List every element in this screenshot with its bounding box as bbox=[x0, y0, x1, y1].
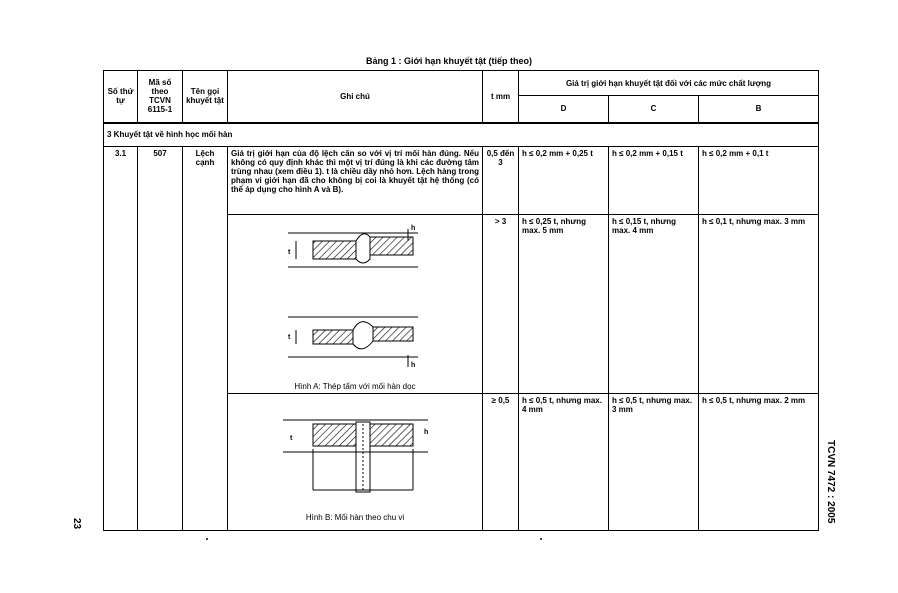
t-range-2: > 3 bbox=[483, 215, 519, 394]
figure-b-cell bbox=[228, 394, 483, 531]
header-name: Tên gọi khuyết tật bbox=[183, 71, 228, 123]
header-level-c: C bbox=[609, 96, 699, 123]
limit-c-2: h ≤ 0,15 t, nhưng max. 4 mm bbox=[609, 215, 699, 394]
limit-d-3: h ≤ 0,5 t, nhưng max. 4 mm bbox=[519, 394, 609, 531]
t-range-1: 0,5 đến 3 bbox=[483, 147, 519, 215]
row-name: Lệch cạnh bbox=[183, 147, 228, 531]
header-level-d: D bbox=[519, 96, 609, 123]
table-caption: Bảng 1 : Giới hạn khuyết tật (tiếp theo) bbox=[366, 56, 532, 66]
standard-code: TCVN 7472 : 2005 bbox=[825, 440, 836, 524]
row-no: 3.1 bbox=[104, 147, 138, 531]
figure-b bbox=[228, 394, 483, 528]
limit-d-1: h ≤ 0,2 mm + 0,25 t bbox=[519, 147, 609, 215]
fig-a-t-label: t bbox=[288, 249, 291, 256]
page-number: 23 bbox=[71, 518, 82, 530]
scan-speck bbox=[206, 538, 208, 540]
figure-a-caption: Hình A: Thép tấm với mối hàn dọc bbox=[294, 382, 416, 391]
limit-b-1: h ≤ 0,2 mm + 0,1 t bbox=[699, 147, 819, 215]
row-code: 507 bbox=[138, 147, 183, 531]
header-note: Ghi chú bbox=[228, 71, 483, 123]
fig-a-h2-label: h bbox=[411, 362, 416, 369]
header-t: t mm bbox=[483, 71, 519, 123]
section-title: 3 Khuyết tật về hình học mối hàn bbox=[104, 123, 819, 147]
limit-c-1: h ≤ 0,2 mm + 0,15 t bbox=[609, 147, 699, 215]
limit-d-2: h ≤ 0,25 t, nhưng max. 5 mm bbox=[519, 215, 609, 394]
fig-a-t2-label: t bbox=[288, 334, 291, 341]
limit-b-3: h ≤ 0,5 t, nhưng max. 2 mm bbox=[699, 394, 819, 531]
defect-limit-table bbox=[103, 70, 819, 531]
limit-c-3: h ≤ 0,5 t, nhưng max. 3 mm bbox=[609, 394, 699, 531]
scan-speck bbox=[540, 538, 542, 540]
t-range-3: ≥ 0,5 bbox=[483, 394, 519, 531]
header-level-b: B bbox=[699, 96, 819, 123]
header-limits: Giá trị giới hạn khuyết tật đối với các mức chất lượng bbox=[519, 71, 819, 96]
figure-a bbox=[228, 215, 483, 391]
fig-a-h-label: h bbox=[411, 225, 416, 232]
figure-b-caption: Hình B: Mối hàn theo chu vi bbox=[305, 513, 405, 522]
limit-b-2: h ≤ 0,1 t, nhưng max. 3 mm bbox=[699, 215, 819, 394]
fig-b-t-label: t bbox=[290, 435, 293, 442]
fig-b-h-label: h bbox=[424, 429, 429, 436]
row-note: Giá trị giới hạn của độ lệch căn so với vị trí mối hàn đúng. Nếu không có quy định khác thì một vị trí đúng là khi các đường tâm trùng nhau (xem điều 1). t là chiều dầy nhỏ hơn. Lệch hàng trong phạm vi giới hạn đã cho không bị coi là khuyết tật hệ thống (có thể áp dụng cho hình A và B). bbox=[228, 147, 483, 215]
header-no: Số thứ tự bbox=[104, 71, 138, 123]
header-code: Mã số theo TCVN 6115-1 bbox=[138, 71, 183, 123]
figure-a-cell bbox=[228, 215, 483, 394]
